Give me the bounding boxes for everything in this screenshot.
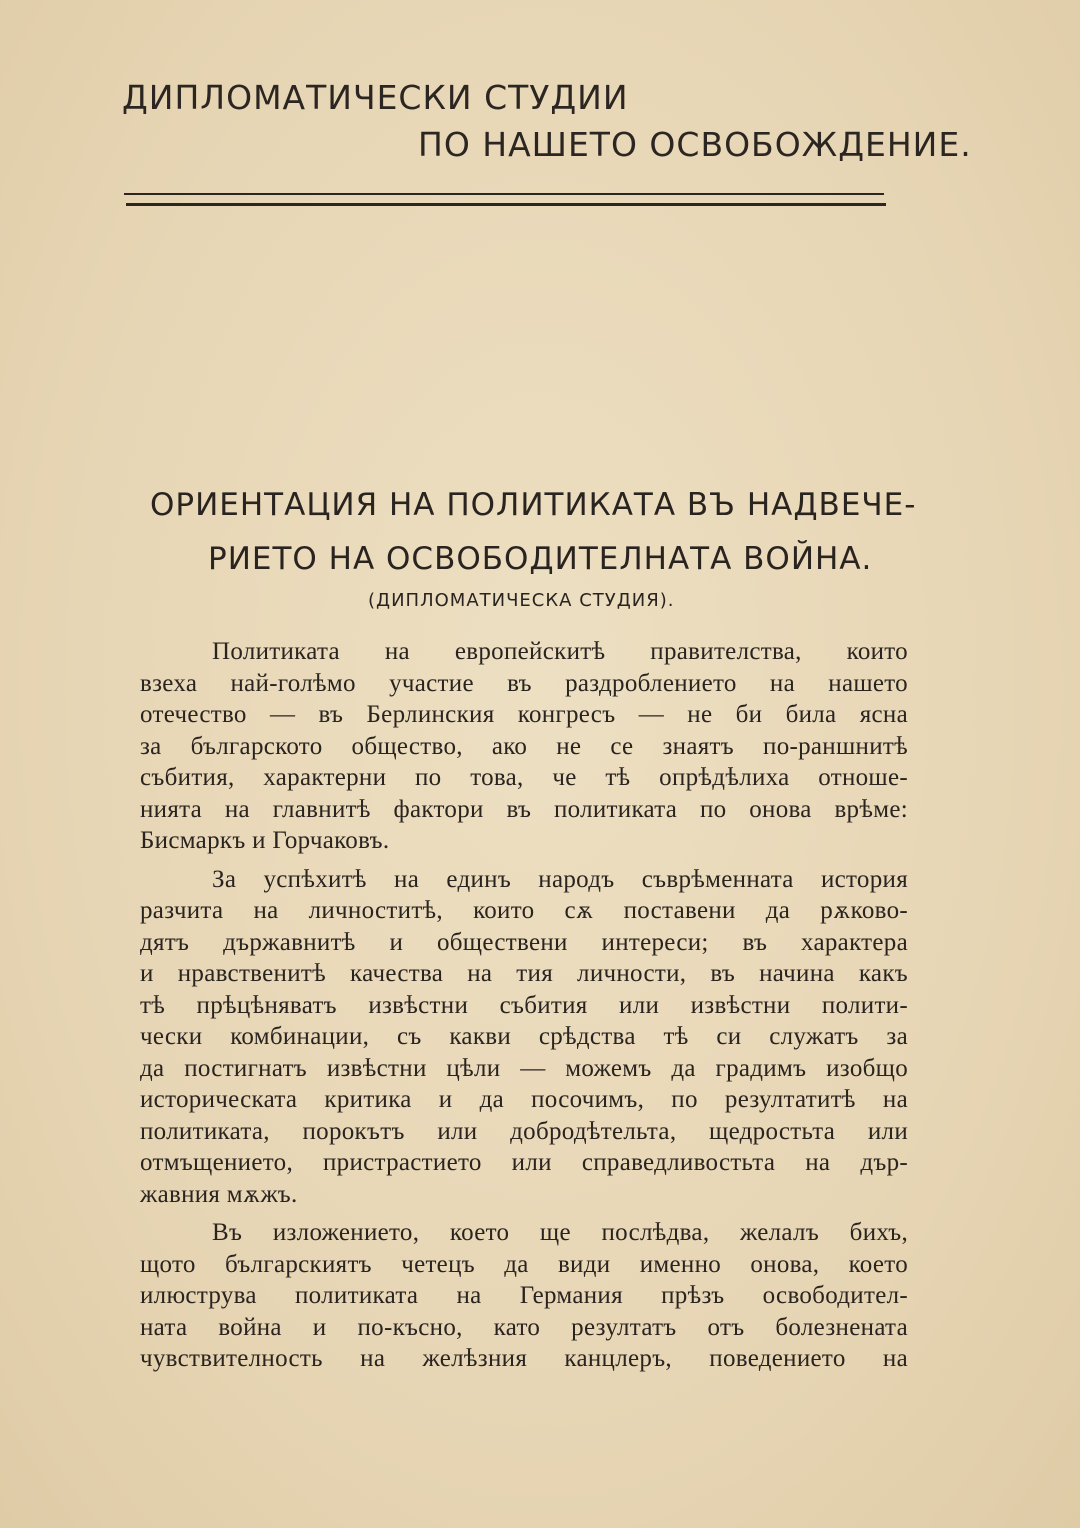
body-line: За успѣхитѣ на единъ народъ съврѣменната история xyxy=(212,865,908,893)
header-line-1: ДИПЛОМАТИЧЕСКИ СТУДИИ xyxy=(122,78,629,117)
body-line: щото българскиятъ четецъ да види именно онова, което xyxy=(140,1250,908,1278)
body-line: и нравственитѣ качества на тия личности, въ начина какъ xyxy=(140,960,908,987)
body-line: Политиката на европейскитѣ правителства, които xyxy=(212,638,908,665)
article-title-line-1: ОРИЕНТАЦИЯ НА ПОЛИТИКАТА ВЪ НАДВЕЧЕ- xyxy=(150,487,917,523)
body-line: илюструва политиката на Германия прѣзъ освободител- xyxy=(140,1282,908,1309)
body-line: жавния мѫжъ. xyxy=(140,1180,298,1208)
article-subtitle: (ДИПЛОМАТИЧЕСКА СТУДИЯ). xyxy=(368,590,675,611)
body-line: да постигнатъ извѣстни цѣли — можемъ да градимъ изобщо xyxy=(140,1054,908,1082)
body-line: Бисмаркъ и Горчаковъ. xyxy=(140,827,390,854)
body-line: тѣ прѣцѣняватъ извѣстни събития или извѣстни полити- xyxy=(140,991,908,1019)
article-body xyxy=(140,636,908,1375)
header-line-2: ПО НАШЕТО ОСВОБОЖДЕНИЕ. xyxy=(418,125,972,164)
body-line: Въ изложението, което ще послѣдва, желалъ бихъ, xyxy=(212,1219,908,1246)
body-line: отмъщението, пристрастието или справедливостьта на дър- xyxy=(140,1149,908,1176)
body-line: събития, характерни по това, че тѣ опрѣдѣлиха отноше- xyxy=(140,764,908,791)
body-line: отечество — въ Берлинския конгресъ — не би била ясна xyxy=(140,701,908,728)
header-rule-thin xyxy=(124,193,884,195)
article-title xyxy=(150,478,917,586)
paragraph-gap xyxy=(140,857,908,864)
body-line: разчита на личноститѣ, които сѫ поставени да рѫково- xyxy=(140,897,908,924)
body-line: дятъ държавнитѣ и обществени интереси; въ характера xyxy=(140,928,908,956)
body-line: нията на главнитѣ фактори въ политиката по онова врѣме: xyxy=(140,795,908,823)
body-line: чески комбинации, съ какви срѣдства тѣ си служатъ за xyxy=(140,1023,908,1050)
body-line: историческата критика и да посочимъ, по резултатитѣ на xyxy=(140,1086,908,1113)
article-title-line-2: РИЕТО НА ОСВОБОДИТЕЛНАТА ВОЙНА. xyxy=(208,541,873,577)
body-line: взеха най-голѣмо участие въ раздроблението на нашето xyxy=(140,669,908,697)
paragraph-gap xyxy=(140,1210,908,1217)
running-header xyxy=(122,78,972,164)
body-line: ната война и по-късно, като резултатъ отъ болезнената xyxy=(140,1313,908,1341)
body-line: за българското общество, ако не се знаятъ по-раншнитѣ xyxy=(140,732,908,760)
header-rule-thick xyxy=(126,203,886,206)
body-line: политиката, порокътъ или добродѣтельта, щедростьта или xyxy=(140,1117,908,1145)
body-line: чувствителность на желѣзния канцлеръ, поведението на xyxy=(140,1345,908,1372)
